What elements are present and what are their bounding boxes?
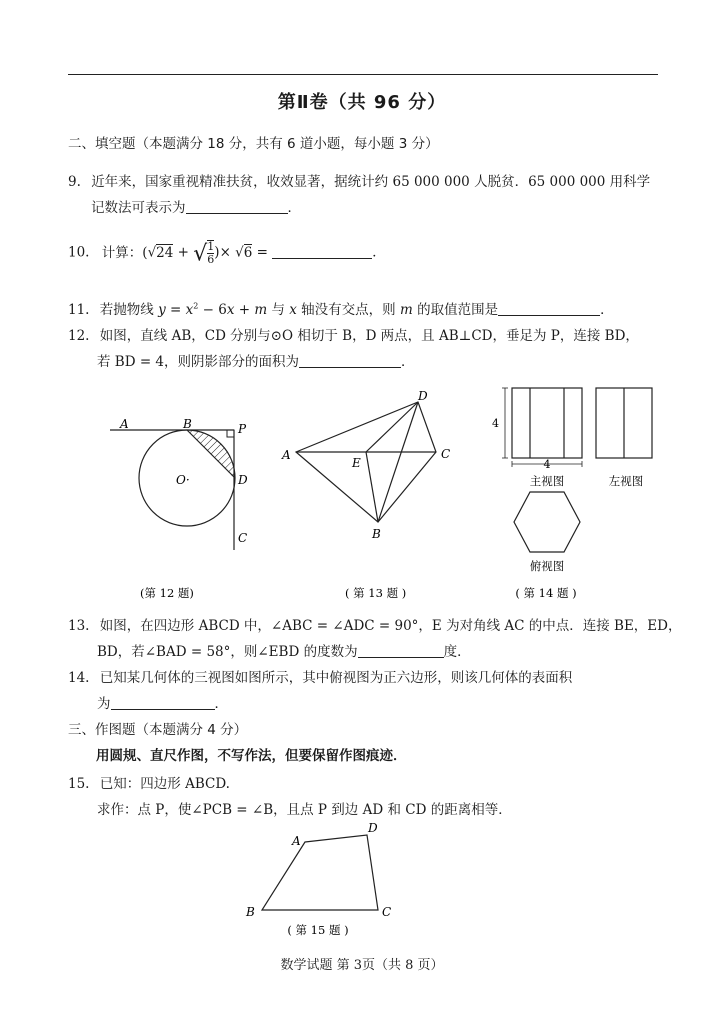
label-c: C	[238, 531, 248, 545]
q14-number: 14.	[68, 670, 90, 686]
label-a: A	[120, 417, 129, 431]
q9-line1	[68, 170, 650, 190]
q11-answer-blank[interactable]	[498, 302, 600, 316]
top-view-hexagon	[514, 492, 580, 552]
caption-12: (第 12 题)	[140, 586, 194, 600]
q15-line1	[68, 772, 230, 792]
q13-line2	[97, 640, 471, 660]
q14-text-1: 已知某几何体的三视图如图所示，其中俯视图为正六边形，则该几何体的表面积	[99, 670, 573, 686]
q11-line	[68, 298, 614, 318]
q13-number: 13.	[68, 618, 90, 634]
figures-row	[0, 380, 724, 605]
label-c13: C	[441, 447, 451, 461]
figure-14	[502, 388, 652, 552]
q14-line2	[97, 692, 228, 712]
q15-number: 15.	[68, 776, 90, 792]
q10-line	[68, 240, 386, 267]
diagonal-bd	[378, 402, 418, 522]
q15-line2: 求作：点 P，使∠PCB = ∠B，且点 P 到边 AD 和 CD 的距离相等．	[97, 802, 512, 818]
q12-end: ．	[401, 354, 415, 370]
sqrt-24: √24	[147, 244, 174, 261]
figure-13	[296, 402, 436, 522]
q13-line1	[68, 614, 681, 634]
q11-m2: m	[399, 302, 413, 318]
q11-end: ．	[600, 302, 614, 318]
section-3-heading: 三、作图题（本题满分 4 分）	[68, 722, 248, 738]
q11-yu: 与	[267, 302, 290, 318]
q12-line1	[68, 324, 639, 344]
label-a15: A	[292, 834, 301, 848]
q14-answer-blank[interactable]	[111, 696, 215, 710]
label-b15: B	[246, 905, 255, 919]
section-2-heading: 二、填空题（本题满分 18 分，共有 6 道小题，每小题 3 分）	[68, 136, 439, 152]
figure-14-labels	[492, 417, 643, 600]
left-view-label: 左视图	[608, 474, 644, 488]
label-e13: E	[352, 456, 361, 470]
q11-y: y	[158, 302, 166, 318]
label-d: D	[238, 473, 248, 487]
segment-be	[366, 452, 378, 522]
caption-14: ( 第 14 题 )	[515, 586, 577, 600]
q9-number: 9.	[68, 174, 81, 190]
dim-height-label: 4	[492, 417, 499, 430]
page-title: 第Ⅱ卷（共 96 分）	[277, 92, 447, 113]
drawing-instruction: 用圆规、直尺作图，不写作法，但要保留作图痕迹．	[96, 748, 407, 764]
q14-end: ．	[214, 696, 228, 712]
label-c15: C	[382, 905, 392, 919]
q10-prefix: 计算：(	[101, 244, 148, 261]
label-d13: D	[418, 389, 428, 403]
q10-frac-den: 6	[207, 253, 215, 266]
q9-text-2: 记数法可表示为	[91, 200, 186, 216]
q10-answer-blank[interactable]	[272, 245, 372, 259]
q11-eq: =	[165, 302, 186, 318]
sqrt-sign-fraction: √	[193, 241, 208, 267]
label-d15: D	[368, 821, 378, 835]
q14-line1	[68, 666, 572, 686]
q12-number: 12.	[68, 328, 90, 344]
q12-text-1: 如图，直线 AB，CD 分别与⊙O 相切于 B，D 两点，且 AB⊥CD，垂足为 P，连接 BD，	[99, 328, 639, 344]
q10-times: )×	[214, 244, 236, 261]
top-view-label: 俯视图	[529, 559, 565, 573]
q12-text-2: 若 BD = 4，则阴影部分的面积为	[97, 354, 300, 370]
figure-12	[110, 417, 248, 600]
q10-frac-num: 1	[207, 240, 215, 253]
quadrilateral-abcd	[296, 402, 436, 522]
q13-end: 度．	[443, 644, 471, 660]
q11-axis: 轴没有交点，则	[296, 302, 400, 318]
q11-a: 若抛物线	[99, 302, 159, 318]
label-b13: B	[372, 527, 381, 541]
q13-text-2: BD，若∠BAD = 58°，则∠EBD 的度数为	[97, 644, 358, 660]
front-view-label: 主视图	[529, 474, 565, 488]
q11-x3: x	[289, 302, 297, 318]
q12-answer-blank[interactable]	[299, 354, 401, 368]
q11-x2: x	[226, 302, 235, 318]
sqrt-6: √6	[235, 244, 253, 261]
q9-answer-blank[interactable]	[186, 200, 288, 214]
figure-15	[230, 816, 410, 941]
q9-line2	[91, 196, 301, 216]
q11-exp: 2	[193, 301, 199, 311]
q9-end: ．	[287, 200, 301, 216]
page-footer: 数学试题 第 3页（共 8 页）	[280, 958, 444, 973]
label-p: P	[238, 422, 247, 436]
q9-text-1: 近年来，国家重视精准扶贫，收效显著，据统计约 65 000 000 人脱贫．65 000 000 用科学	[91, 174, 651, 190]
q11-number: 11.	[68, 302, 90, 318]
q12-line2	[97, 350, 415, 370]
label-b: B	[183, 417, 192, 431]
q11-x: x	[185, 302, 194, 318]
label-a13: A	[282, 448, 291, 462]
label-o: O·	[176, 473, 190, 487]
q10-radicand-6: 6	[243, 244, 253, 261]
q11-minus6: − 6	[198, 302, 227, 318]
q11-range: 的取值范围是	[412, 302, 499, 318]
caption-13: ( 第 13 题 )	[345, 586, 407, 600]
q15-text-1: 已知：四边形 ABCD.	[99, 776, 230, 792]
front-view	[512, 388, 582, 458]
caption-15: ( 第 15 题 )	[287, 923, 349, 937]
q10-plus: +	[173, 244, 194, 261]
q10-equals: =	[252, 244, 273, 261]
top-rule	[68, 74, 658, 75]
q10-end: ．	[372, 244, 386, 261]
q13-text-1: 如图，在四边形 ABCD 中，∠ABC = ∠ADC = 90°，E 为对角线 AC 的中点．连接 BE，ED，	[99, 618, 682, 634]
q11-plus: +	[234, 302, 255, 318]
right-angle-mark-p	[227, 430, 234, 437]
q11-m: m	[254, 302, 268, 318]
quadrilateral-abcd-15	[262, 835, 378, 910]
q13-answer-blank[interactable]	[358, 644, 444, 658]
q10-number: 10.	[68, 244, 90, 261]
q14-text-2: 为	[97, 696, 111, 712]
dim-width-label: 4	[543, 458, 551, 471]
q10-radicand-24: 24	[156, 244, 174, 261]
